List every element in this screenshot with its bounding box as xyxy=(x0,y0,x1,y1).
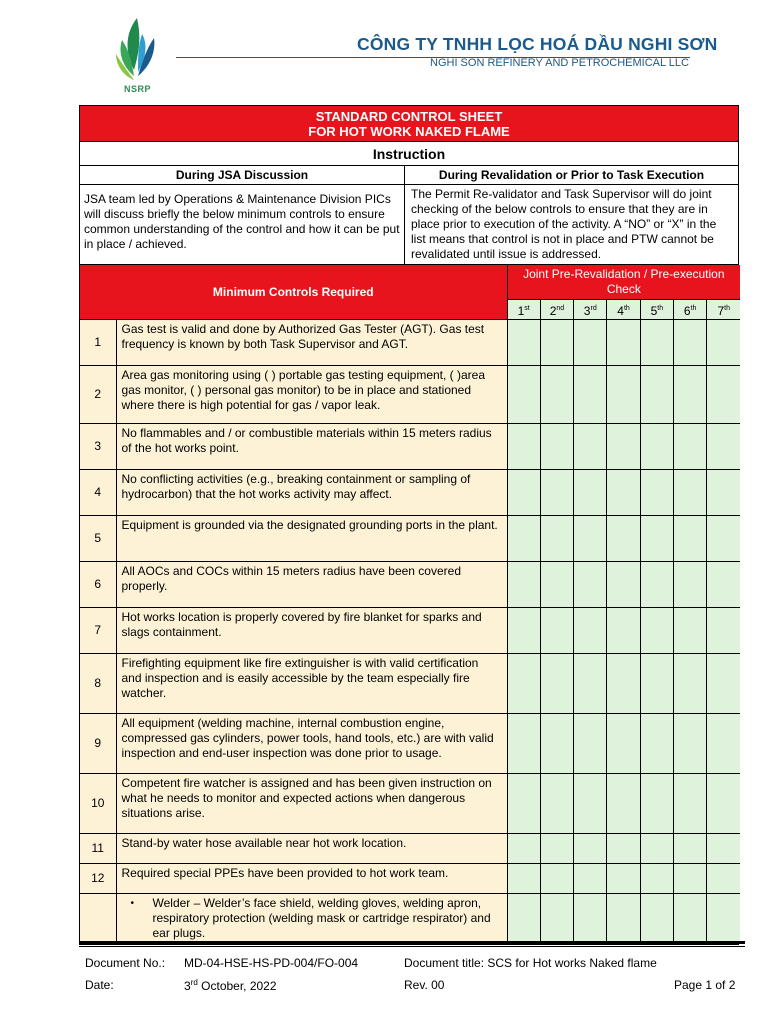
check-cell[interactable] xyxy=(607,774,640,834)
page-header xyxy=(0,0,768,104)
check-cell[interactable] xyxy=(574,864,607,894)
check-cell[interactable] xyxy=(507,470,540,516)
check-cell[interactable] xyxy=(707,774,740,834)
control-text: Equipment is grounded via the designated grounding ports in the plant. xyxy=(116,516,507,562)
check-cell[interactable] xyxy=(707,470,740,516)
jsa-heading: During JSA Discussion xyxy=(80,166,405,184)
control-text: Competent fire watcher is assigned and has been given instruction on what he needs to monitor and expected actions when dangerous situations arise. xyxy=(116,774,507,834)
check-heading-row xyxy=(80,265,740,300)
control-text: Stand-by water hose available near hot work location. xyxy=(116,834,507,864)
ppe-detail xyxy=(116,894,507,944)
check-cell[interactable] xyxy=(574,774,607,834)
ordinal-number: 4 xyxy=(617,304,624,318)
ordinal-number: 1 xyxy=(517,304,525,318)
check-cell[interactable] xyxy=(574,424,607,470)
control-row xyxy=(80,366,740,424)
control-row xyxy=(80,864,740,894)
check-cell[interactable] xyxy=(574,366,607,424)
ordinal-suffix: st xyxy=(524,305,530,312)
check-cell[interactable] xyxy=(507,714,540,774)
check-cell[interactable] xyxy=(640,774,673,834)
control-number: 3 xyxy=(80,424,116,470)
check-cell[interactable] xyxy=(540,608,573,654)
check-cell[interactable] xyxy=(607,470,640,516)
check-cell[interactable] xyxy=(674,424,707,470)
control-text: No conflicting activities (e.g., breaking containment or sampling of hydrocarbon) that the hot works activity may affect. xyxy=(116,470,507,516)
control-text: All equipment (welding machine, internal combustion engine, compressed gas cylinders, power tools, hand tools, etc.) are with valid inspection and end-user inspection was done prior to usage. xyxy=(116,714,507,774)
check-cell[interactable] xyxy=(507,894,540,944)
control-row xyxy=(80,608,740,654)
check-cell[interactable] xyxy=(607,366,640,424)
check-cell[interactable] xyxy=(707,894,740,944)
control-number: 9 xyxy=(80,714,116,774)
check-cell[interactable] xyxy=(540,516,573,562)
check-cell[interactable] xyxy=(707,320,740,366)
check-cell[interactable] xyxy=(607,608,640,654)
control-text: Gas test is valid and done by Authorized Gas Tester (AGT). Gas test frequency is known by both Task Supervisor and AGT. xyxy=(116,320,507,366)
ordinal-suffix: nd xyxy=(556,305,565,312)
control-number: 10 xyxy=(80,774,116,834)
control-number: 7 xyxy=(80,608,116,654)
check-cell[interactable] xyxy=(507,320,540,366)
check-cell[interactable] xyxy=(640,366,673,424)
control-row xyxy=(80,424,740,470)
page-number: Page 1 of 2 xyxy=(674,978,736,992)
ppe-detail-row xyxy=(80,894,740,944)
check-column-7 xyxy=(707,300,740,320)
ordinal-suffix: th xyxy=(657,305,664,312)
ordinal-number: 7 xyxy=(717,304,725,318)
check-cell[interactable] xyxy=(607,562,640,608)
check-cell[interactable] xyxy=(640,470,673,516)
check-cell[interactable] xyxy=(507,608,540,654)
logo-label: NSRP xyxy=(124,84,152,94)
check-cell[interactable] xyxy=(674,562,707,608)
check-cell[interactable] xyxy=(640,654,673,714)
check-cell[interactable] xyxy=(574,562,607,608)
company-name-vietnamese: CÔNG TY TNHH LỌC HOÁ DẦU NGHI SƠN xyxy=(357,34,718,54)
check-cell[interactable] xyxy=(707,864,740,894)
control-row xyxy=(80,470,740,516)
company-name-english: NGHI SON REFINERY AND PETROCHEMICAL LLC xyxy=(430,57,689,69)
doc-number-value: MD-04-HSE-HS-PD-004/FO-004 xyxy=(184,956,359,970)
control-number: 1 xyxy=(80,320,116,366)
control-text: Area gas monitoring using ( ) portable gas testing equipment, ( )area gas monitor, ( ) personal gas monitor) to be in place and stationed where there is high potential for gas / vapor leak. xyxy=(116,366,507,424)
ordinal-number: 2 xyxy=(549,304,557,318)
check-cell[interactable] xyxy=(607,894,640,944)
control-row xyxy=(80,714,740,774)
check-cell[interactable] xyxy=(540,834,573,864)
check-cell[interactable] xyxy=(707,366,740,424)
check-cell[interactable] xyxy=(574,894,607,944)
control-text: No flammables and / or combustible materials within 15 meters radius of the hot works point. xyxy=(116,424,507,470)
check-cell[interactable] xyxy=(507,424,540,470)
control-row xyxy=(80,834,740,864)
check-cell[interactable] xyxy=(640,608,673,654)
check-column-1 xyxy=(507,300,540,320)
check-cell[interactable] xyxy=(607,654,640,714)
control-row xyxy=(80,654,740,714)
revalidation-description: The Permit Re-validator and Task Supervisor will do joint checking of the below controls to ensure that they are in place prior to execution of the activity. A “NO” or “X” in the list means that control is not in place and PTW cannot be revalidated until issue is addressed. xyxy=(411,187,717,261)
control-number: 5 xyxy=(80,516,116,562)
control-row xyxy=(80,516,740,562)
check-cell[interactable] xyxy=(674,714,707,774)
check-cell[interactable] xyxy=(607,424,640,470)
section-descriptions xyxy=(80,185,738,265)
sheet-title xyxy=(80,106,738,142)
check-cell[interactable] xyxy=(674,516,707,562)
check-cell[interactable] xyxy=(540,562,573,608)
ordinal-suffix: th xyxy=(623,305,630,312)
check-column-4 xyxy=(607,300,640,320)
check-cell[interactable] xyxy=(707,424,740,470)
check-cell[interactable] xyxy=(540,320,573,366)
check-heading: Joint Pre-Revalidation / Pre-execution Check xyxy=(507,265,740,300)
control-number: 4 xyxy=(80,470,116,516)
check-cell[interactable] xyxy=(540,774,573,834)
check-cell[interactable] xyxy=(607,834,640,864)
check-cell[interactable] xyxy=(707,516,740,562)
check-cell[interactable] xyxy=(507,562,540,608)
control-number: 8 xyxy=(80,654,116,714)
check-cell[interactable] xyxy=(574,470,607,516)
jsa-description: JSA team led by Operations & Maintenance Division PICs will discuss briefly the below minimum controls to ensure common understanding of the control and how it can be put in place / achieved. xyxy=(80,185,405,264)
check-column-3 xyxy=(574,300,607,320)
control-text: Required special PPEs have been provided to hot work team. xyxy=(116,864,507,894)
control-row xyxy=(80,562,740,608)
control-text: Hot works location is properly covered by fire blanket for sparks and slags containment. xyxy=(116,608,507,654)
ordinal-number: 3 xyxy=(583,304,591,318)
control-text: All AOCs and COCs within 15 meters radius have been covered properly. xyxy=(116,562,507,608)
date-rest: October, 2022 xyxy=(197,979,277,993)
doc-title: Document title: SCS for Hot works Naked flame xyxy=(404,956,657,970)
check-cell[interactable] xyxy=(707,714,740,774)
check-cell[interactable] xyxy=(507,654,540,714)
check-cell[interactable] xyxy=(640,424,673,470)
check-cell[interactable] xyxy=(607,864,640,894)
check-cell[interactable] xyxy=(640,894,673,944)
check-cell[interactable] xyxy=(674,654,707,714)
check-cell[interactable] xyxy=(640,864,673,894)
ordinal-number: 6 xyxy=(683,304,691,318)
bullet-icon: • xyxy=(130,898,135,909)
section-headings xyxy=(80,166,738,185)
check-cell[interactable] xyxy=(540,366,573,424)
check-cell[interactable] xyxy=(540,864,573,894)
controls-table xyxy=(80,265,740,944)
check-cell[interactable] xyxy=(607,516,640,562)
control-number-empty xyxy=(80,894,116,944)
check-cell[interactable] xyxy=(707,834,740,864)
check-cell[interactable] xyxy=(607,714,640,774)
check-cell[interactable] xyxy=(540,654,573,714)
control-row xyxy=(80,320,740,366)
check-cell[interactable] xyxy=(674,834,707,864)
title-line-2: FOR HOT WORK NAKED FLAME xyxy=(308,124,510,139)
date-day: 3 xyxy=(184,979,191,993)
check-cell[interactable] xyxy=(507,864,540,894)
check-cell[interactable] xyxy=(640,834,673,864)
check-cell[interactable] xyxy=(674,470,707,516)
bullet-item xyxy=(131,896,502,941)
check-cell[interactable] xyxy=(640,516,673,562)
check-cell[interactable] xyxy=(707,562,740,608)
check-column-2 xyxy=(540,300,573,320)
check-cell[interactable] xyxy=(707,608,740,654)
minimum-controls-heading: Minimum Controls Required xyxy=(80,265,507,320)
control-number: 2 xyxy=(80,366,116,424)
check-cell[interactable] xyxy=(540,714,573,774)
title-line-1: STANDARD CONTROL SHEET xyxy=(315,109,503,124)
check-cell[interactable] xyxy=(574,714,607,774)
check-cell[interactable] xyxy=(674,320,707,366)
check-cell[interactable] xyxy=(707,654,740,714)
check-cell[interactable] xyxy=(507,774,540,834)
ordinal-suffix: th xyxy=(724,305,730,312)
check-cell[interactable] xyxy=(674,774,707,834)
check-column-6 xyxy=(674,300,707,320)
check-cell[interactable] xyxy=(640,714,673,774)
check-cell[interactable] xyxy=(507,834,540,864)
check-cell[interactable] xyxy=(507,516,540,562)
ordinal-number: 5 xyxy=(650,304,658,318)
revalidation-heading: During Revalidation or Prior to Task Execution xyxy=(438,168,705,182)
instruction-heading: Instruction xyxy=(80,142,738,166)
control-number: 6 xyxy=(80,562,116,608)
date-value xyxy=(184,978,277,993)
check-cell[interactable] xyxy=(574,516,607,562)
check-cell[interactable] xyxy=(607,320,640,366)
footer-rule-thin xyxy=(79,946,745,947)
control-number: 11 xyxy=(80,834,116,864)
control-number: 12 xyxy=(80,864,116,894)
check-cell[interactable] xyxy=(540,470,573,516)
doc-number-label: Document No.: xyxy=(85,956,166,970)
date-suffix: rd xyxy=(190,978,198,987)
control-sheet xyxy=(79,105,739,945)
date-label: Date: xyxy=(85,978,114,992)
control-text: Firefighting equipment like fire extinguisher is with valid certification and inspection and is easily accessible by the team especially fire watcher. xyxy=(116,654,507,714)
ordinal-suffix: th xyxy=(690,305,697,312)
check-cell[interactable] xyxy=(674,608,707,654)
ordinal-suffix: rd xyxy=(590,305,597,312)
check-cell[interactable] xyxy=(540,894,573,944)
check-cell[interactable] xyxy=(574,608,607,654)
revision: Rev. 00 xyxy=(404,978,445,992)
check-cell[interactable] xyxy=(674,366,707,424)
check-cell[interactable] xyxy=(574,834,607,864)
check-cell[interactable] xyxy=(540,424,573,470)
check-cell[interactable] xyxy=(674,894,707,944)
check-column-5 xyxy=(640,300,673,320)
check-cell[interactable] xyxy=(640,320,673,366)
control-row xyxy=(80,774,740,834)
footer-rule-thick xyxy=(79,941,745,944)
check-cell[interactable] xyxy=(674,864,707,894)
check-cell[interactable] xyxy=(507,366,540,424)
check-cell[interactable] xyxy=(574,654,607,714)
check-cell[interactable] xyxy=(640,562,673,608)
bullet-text: Welder – Welder’s face shield, welding gloves, welding apron, respiratory protection (welding mask or cartridge respirator) and ear plugs. xyxy=(152,896,491,940)
check-cell[interactable] xyxy=(574,320,607,366)
